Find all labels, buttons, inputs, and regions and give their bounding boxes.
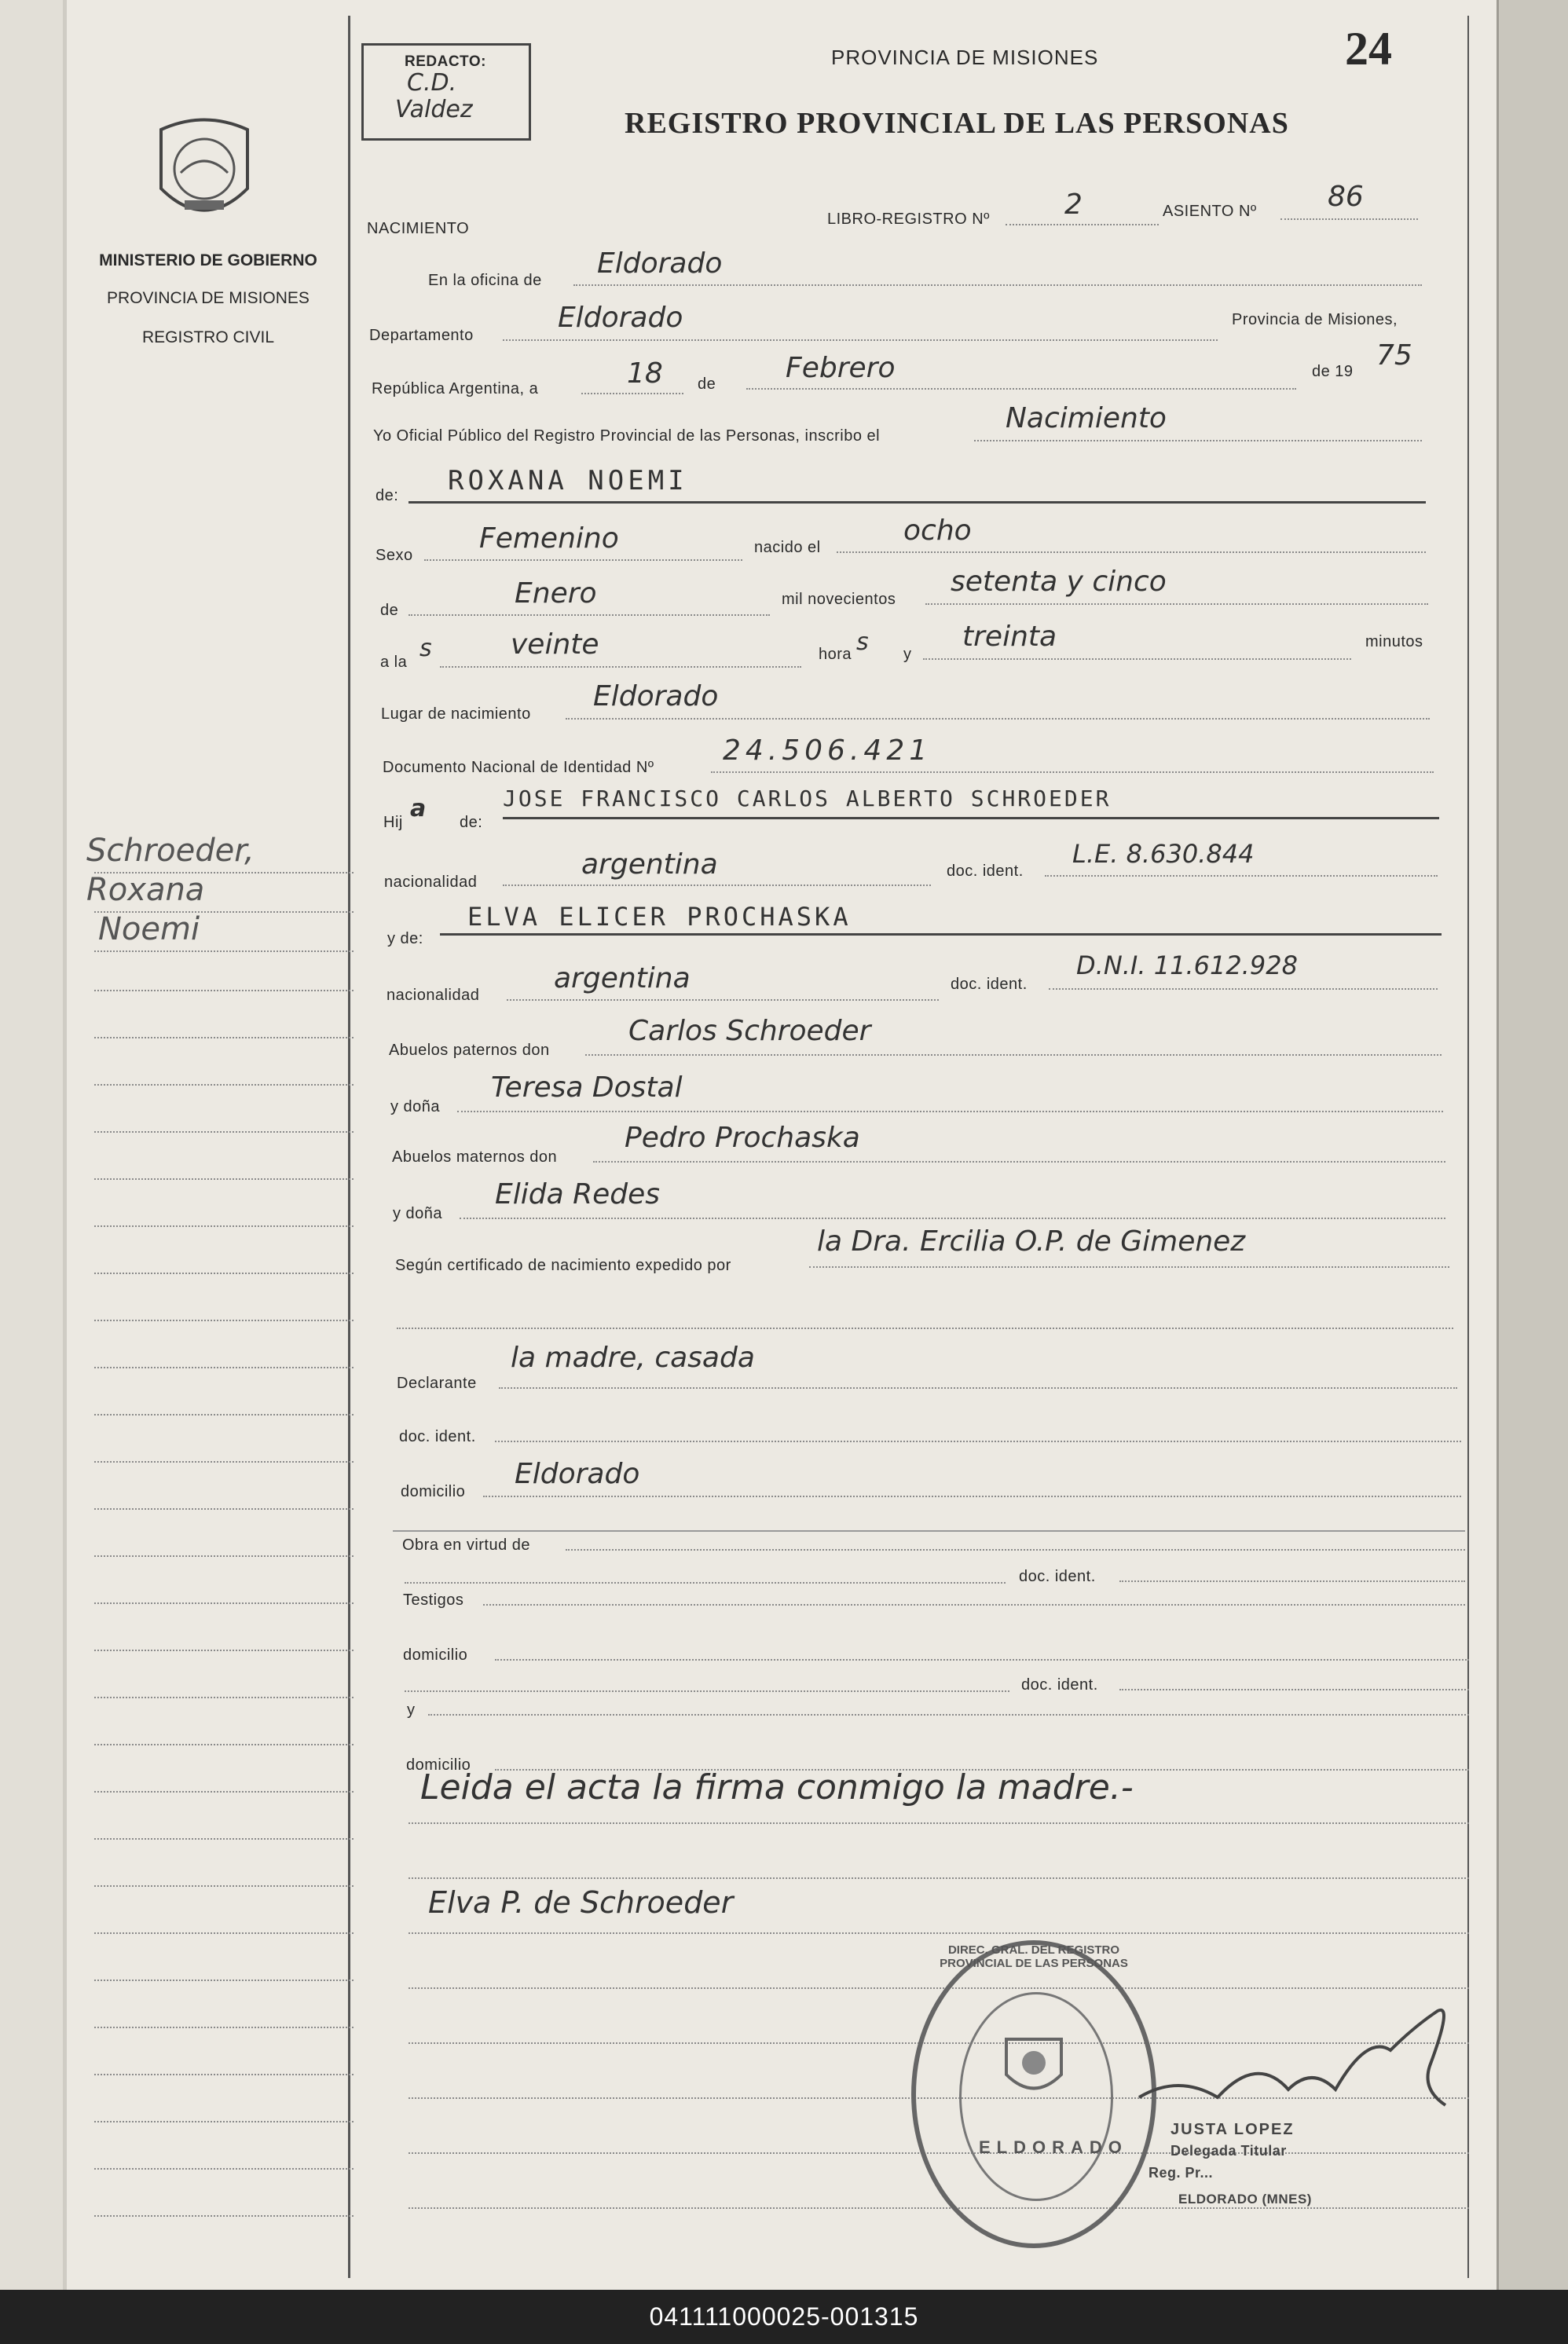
lugar-label: Lugar de nacimiento — [381, 705, 531, 723]
margin-line — [94, 1697, 354, 1698]
margin-line — [94, 2168, 354, 2170]
official-stamp — [911, 1940, 1156, 2248]
oficina-label: En la oficina de — [428, 272, 542, 289]
padre-line — [503, 817, 1439, 819]
margin-line — [94, 1367, 354, 1368]
nombre-de-label: de: — [376, 487, 399, 504]
margin-line — [94, 1508, 354, 1510]
y-minutos-label: y — [903, 646, 912, 663]
horas-value: veinte — [511, 628, 599, 661]
margin-line — [94, 1932, 354, 1934]
nac1-line — [503, 884, 931, 886]
lugar-value: Eldorado — [593, 680, 719, 712]
margin-line — [94, 1602, 354, 1604]
mil-label: mil novecientos — [782, 591, 896, 608]
margin-line — [94, 911, 354, 913]
asiento-label: ASIENTO Nº — [1163, 203, 1257, 220]
madre-value: ELVA ELICER PROCHASKA — [467, 902, 852, 932]
margin-line — [94, 1414, 354, 1416]
margin-line — [94, 1791, 354, 1793]
redacto-initials: C.D. — [407, 69, 457, 97]
nac2-line — [507, 999, 939, 1001]
declarante-label: Declarante — [397, 1375, 477, 1392]
testigos-line — [483, 1604, 1465, 1606]
certificado-line-2 — [397, 1328, 1453, 1329]
hijo-suffix: a — [410, 795, 427, 822]
anio-nac-line — [925, 603, 1428, 605]
madre-de-label: y de: — [387, 930, 423, 947]
margin-line — [94, 1885, 354, 1887]
signatory-name: JUSTA LOPEZ — [1171, 2121, 1295, 2138]
nombre-value: ROXANA NOEMI — [448, 465, 688, 496]
obra-label: Obra en virtud de — [402, 1536, 531, 1554]
asiento-line — [1280, 218, 1418, 220]
dia-line — [581, 393, 683, 394]
redacto-box — [361, 43, 531, 141]
y2-label: y — [407, 1701, 416, 1719]
margin-line — [94, 1225, 354, 1227]
oficina-value: Eldorado — [597, 247, 723, 280]
margin-line — [94, 1178, 354, 1180]
minutos-line — [923, 658, 1351, 660]
testigo2-line — [428, 1714, 1469, 1716]
dia-de-label: de — [698, 375, 716, 393]
nac1-label: nacionalidad — [384, 874, 478, 891]
doc1-line — [1045, 875, 1438, 877]
nacido-line — [837, 551, 1426, 553]
nacido-value: ocho — [903, 515, 972, 547]
margin-line — [94, 1084, 354, 1086]
anio-value: 75 — [1376, 339, 1412, 372]
mes-value: Febrero — [786, 352, 896, 384]
margin-line — [94, 2027, 354, 2028]
obra-line — [566, 1549, 1465, 1551]
redacto-name: Valdez — [395, 96, 473, 123]
declarante-line — [499, 1387, 1457, 1389]
margin-line — [94, 872, 354, 874]
nota-line — [408, 1822, 1469, 1824]
doc4-line — [1119, 1689, 1469, 1690]
nota-line-8 — [408, 2207, 1469, 2209]
asiento-value: 86 — [1328, 181, 1364, 213]
firma-declarante: Elva P. de Schroeder — [428, 1885, 734, 1920]
dni-label: Documento Nacional de Identidad Nº — [383, 759, 654, 776]
dia-value: 18 — [627, 357, 663, 390]
departamento-label: Departamento — [369, 327, 474, 344]
departamento-line — [503, 339, 1218, 341]
sexo-label: Sexo — [376, 547, 413, 564]
certificado-line — [809, 1266, 1449, 1268]
margin-line — [94, 1461, 354, 1463]
minutos-value: treinta — [962, 621, 1057, 653]
dni-line — [711, 771, 1434, 773]
inscribo-value: Nacimiento — [1006, 402, 1167, 434]
republica-label: República Argentina, a — [372, 380, 539, 397]
margin-line — [94, 990, 354, 991]
official-signature-icon — [1131, 1980, 1469, 2137]
oficial-label: Yo Oficial Público del Registro Provincial de las Personas, inscribo el — [373, 427, 881, 445]
ministry-registry: REGISTRO CIVIL — [141, 328, 275, 346]
margin-line — [94, 2121, 354, 2122]
stamp-coat-of-arms-icon — [998, 2031, 1069, 2102]
nombre-line — [408, 501, 1426, 504]
inscribo-line — [974, 440, 1422, 441]
certificado-label: Según certificado de nacimiento expedido por — [395, 1257, 731, 1274]
margin-line — [94, 1555, 354, 1557]
testigos-label: Testigos — [403, 1591, 464, 1609]
ala-suffix: s — [419, 635, 432, 662]
nota-line-3 — [408, 1932, 1469, 1934]
domicilio3-label: domicilio — [406, 1756, 471, 1774]
abuela-pat-line — [457, 1111, 1443, 1112]
ydona2-label: y doña — [393, 1205, 443, 1222]
margin-first-name: Roxana — [86, 872, 205, 908]
margin-line — [94, 1838, 354, 1840]
libro-value: 2 — [1064, 189, 1083, 221]
ministry-province: PROVINCIA DE MISIONES — [107, 289, 310, 307]
page-number: 24 — [1345, 23, 1392, 75]
padre-de-label: de: — [460, 814, 483, 831]
margin-line — [94, 1320, 354, 1321]
hijo-label: Hij — [383, 814, 403, 831]
margin-line — [94, 2074, 354, 2075]
nac2-value: argentina — [554, 962, 691, 994]
margin-line — [94, 1273, 354, 1274]
doc3-line — [1119, 1580, 1465, 1582]
abuelos-mat-label: Abuelos maternos don — [392, 1148, 558, 1166]
previous-page-edge — [0, 0, 64, 2290]
domicilio-value: Eldorado — [515, 1458, 640, 1490]
section-divider — [393, 1530, 1465, 1532]
province-heading: PROVINCIA DE MISIONES — [831, 46, 1099, 69]
abuela-mat-line — [460, 1218, 1445, 1219]
lugar-line — [566, 718, 1430, 720]
nacido-label: nacido el — [754, 539, 821, 556]
domicilio2-label: domicilio — [403, 1646, 468, 1664]
margin-line — [94, 1131, 354, 1133]
doc3-label: doc. ident. — [1019, 1568, 1096, 1585]
abuelo-pat-line — [585, 1054, 1442, 1056]
obra-line-2 — [405, 1582, 1006, 1584]
nac2-label: nacionalidad — [387, 987, 480, 1004]
madre-line — [440, 933, 1442, 936]
mes-nac-line — [408, 614, 770, 616]
horas-line — [440, 666, 801, 668]
docident-label: doc. ident. — [399, 1428, 476, 1445]
mes-nac-value: Enero — [515, 577, 597, 610]
nota-line-2 — [408, 1877, 1469, 1879]
doc4-label: doc. ident. — [1021, 1676, 1098, 1694]
oficina-line — [573, 284, 1422, 286]
form-right-rule — [1467, 16, 1469, 2278]
doc2-line — [1049, 988, 1438, 990]
abuela-pat-value: Teresa Dostal — [491, 1071, 683, 1104]
stamp-center-text: ELDORADO — [979, 2137, 1128, 2157]
registry-title: REGISTRO PROVINCIAL DE LAS PERSONAS — [625, 107, 1289, 140]
anio-label: de 19 — [1312, 363, 1354, 380]
horas-label: hora — [819, 646, 852, 663]
signatory-place: ELDORADO (MNES) — [1178, 2192, 1312, 2207]
signatory-reg: Reg. Pr... — [1149, 2165, 1214, 2181]
margin-line — [94, 2215, 354, 2217]
minutos-label: minutos — [1365, 633, 1423, 650]
book-cover-edge — [1497, 0, 1568, 2290]
doc2-label: doc. ident. — [951, 976, 1028, 993]
record-type-label: NACIMIENTO — [367, 220, 470, 237]
dni-value: 24.506.421 — [723, 734, 932, 767]
mes-line — [746, 388, 1296, 390]
horas-suffix: s — [856, 628, 869, 656]
margin-line — [94, 1037, 354, 1038]
redacto-label: REDACTO: — [405, 53, 486, 70]
margin-middle-name: Noemi — [98, 911, 200, 947]
ala-label: a la — [380, 654, 408, 671]
certificado-value: la Dra. Ercilia O.P. de Gimenez — [817, 1225, 1246, 1258]
docident-line — [495, 1441, 1461, 1442]
padre-value: JOSE FRANCISCO CARLOS ALBERTO SCHROEDER — [503, 786, 1112, 811]
margin-line — [94, 1650, 354, 1651]
margin-line — [94, 950, 354, 952]
declarante-value: la madre, casada — [511, 1342, 755, 1374]
abuelos-pat-label: Abuelos paternos don — [389, 1042, 550, 1059]
libro-line — [1006, 224, 1159, 225]
domicilio2-line — [495, 1659, 1469, 1661]
document-code-footer: 041111000025-001315 — [0, 2290, 1568, 2344]
anio-nac-value: setenta y cinco — [951, 566, 1167, 598]
margin-line — [94, 1980, 354, 1981]
domicilio-line — [483, 1496, 1461, 1497]
ministry-name: MINISTERIO DE GOBIERNO — [99, 251, 317, 269]
signatory-title: Delegada Titular — [1171, 2143, 1287, 2159]
doc2-value: D.N.I. 11.612.928 — [1076, 950, 1298, 980]
departamento-value: Eldorado — [558, 302, 683, 334]
abuela-mat-value: Elida Redes — [495, 1178, 661, 1210]
margin-line — [94, 1744, 354, 1745]
doc1-label: doc. ident. — [947, 863, 1024, 880]
stamp-ring-text: DIREC. GRAL. DEL REGISTRO PROVINCIAL DE LAS PERSONAS — [940, 1943, 1128, 1970]
sexo-value: Femenino — [479, 522, 619, 555]
ministry-seal-icon — [153, 114, 255, 232]
provincia-label: Provincia de Misiones, — [1232, 311, 1398, 328]
margin-surname: Schroeder, — [86, 833, 255, 869]
doc1-value: L.E. 8.630.844 — [1072, 839, 1255, 869]
sexo-line — [424, 559, 742, 561]
form-left-rule — [348, 16, 350, 2278]
domicilio-label: domicilio — [401, 1483, 466, 1500]
ydona1-label: y doña — [390, 1098, 441, 1115]
abuelo-pat-value: Carlos Schroeder — [628, 1015, 871, 1047]
abuelo-mat-value: Pedro Prochaska — [625, 1122, 860, 1154]
abuelo-mat-line — [593, 1161, 1445, 1163]
mes-nac-de-label: de — [380, 602, 399, 619]
libro-label: LIBRO-REGISTRO Nº — [827, 211, 990, 228]
nota-text: Leida el acta la firma conmigo la madre.- — [420, 1767, 1134, 1807]
testigos-line-2 — [405, 1690, 1009, 1692]
nac1-value: argentina — [581, 848, 718, 881]
